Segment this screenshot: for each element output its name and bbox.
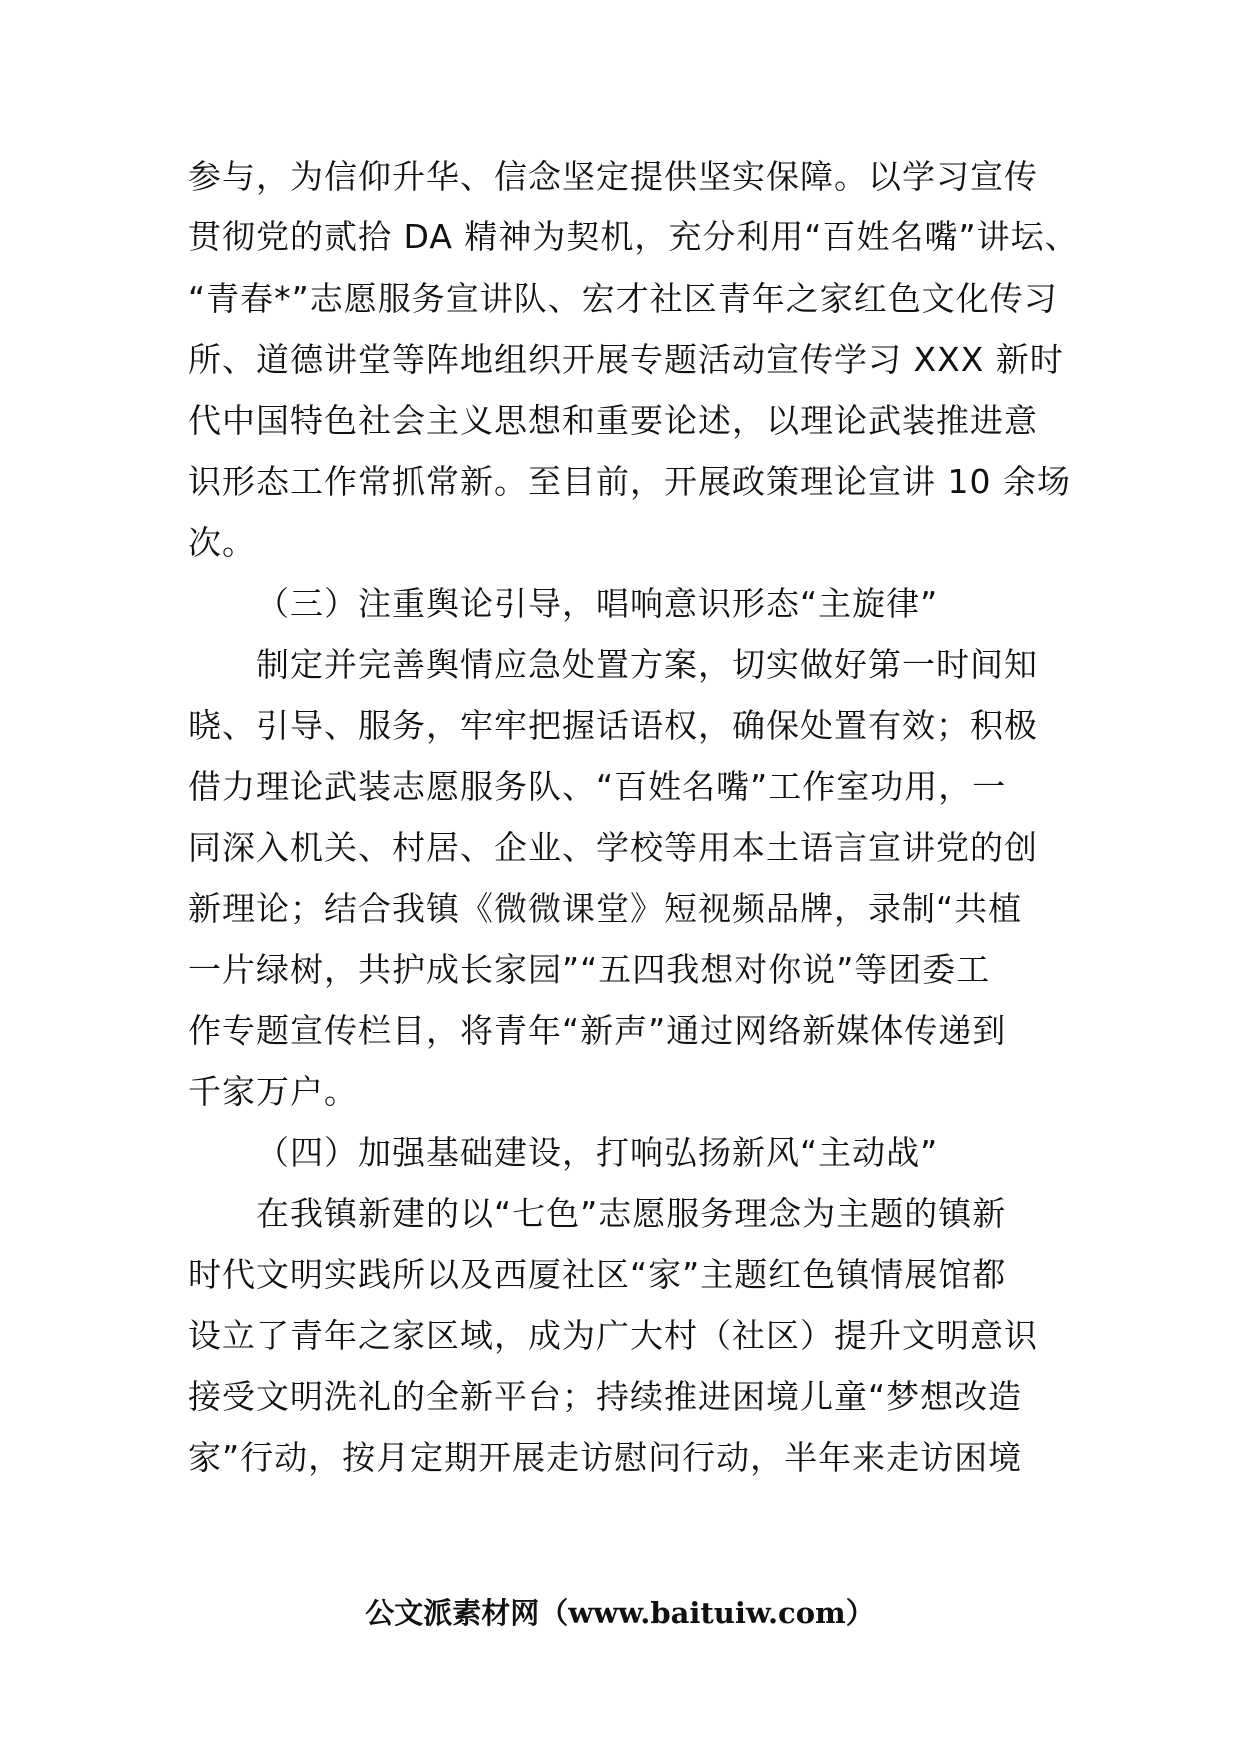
paragraph-1-line-2: 贯彻党的贰拾 DA 精神为契机，充分利用“百姓名嘴”讲坛、: [188, 217, 1079, 256]
paragraph-1-line-1: 参与，为信仰升华、信念坚定提供坚实保障。以学习宣传: [188, 157, 1038, 196]
paragraph-1-line-3: “青春*”志愿服务宣讲队、宏才社区青年之家红色文化传习: [188, 279, 1058, 318]
paragraph-2-line-8: 千家万户。: [188, 1072, 358, 1111]
section-heading-3: （三）注重舆论引导，唱响意识形态“主旋律”: [256, 584, 939, 623]
paragraph-3-line-3: 设立了青年之家区域，成为广大村（社区）提升文明意识: [188, 1316, 1038, 1355]
paragraph-2-line-6: 一片绿树，共护成长家园”“五四我想对你说”等团委工: [188, 950, 991, 989]
paragraph-3-line-5: 家”行动，按月定期开展走访慰问行动，半年来走访困境: [188, 1438, 1023, 1477]
paragraph-2-line-5: 新理论；结合我镇《微微课堂》短视频品牌，录制“共植: [188, 889, 1023, 928]
paragraph-3-line-2: 时代文明实践所以及西厦社区“家”主题红色镇情展馆都: [188, 1255, 1007, 1294]
section-heading-4: （四）加强基础建设，打响弘扬新风“主动战”: [256, 1133, 939, 1172]
paragraph-1-line-6: 识形态工作常抓常新。至目前，开展政策理论宣讲 10 余场: [188, 462, 1071, 501]
paragraph-1-line-4: 所、道德讲堂等阵地组织开展专题活动宣传学习 XXX 新时: [188, 340, 1064, 379]
paragraph-2-line-3: 借力理论武装志愿服务队、“百姓名嘴”工作室功用，一: [188, 767, 1007, 806]
paragraph-1-line-7: 次。: [188, 523, 256, 562]
paragraph-2-line-2: 晓、引导、服务，牢牢把握话语权，确保处置有效；积极: [188, 706, 1038, 745]
paragraph-1-line-5: 代中国特色社会主义思想和重要论述，以理论武装推进意: [188, 401, 1038, 440]
footer-watermark: 公文派素材网（www.baituiw.com）: [365, 1596, 875, 1630]
paragraph-3-line-4: 接受文明洗礼的全新平台；持续推进困境儿童“梦想改造: [188, 1377, 1023, 1416]
paragraph-2-line-1: 制定并完善舆情应急处置方案，切实做好第一时间知: [256, 645, 1038, 684]
paragraph-3-line-1: 在我镇新建的以“七色”志愿服务理念为主题的镇新: [256, 1194, 1007, 1233]
paragraph-2-line-7: 作专题宣传栏目，将青年“新声”通过网络新媒体传递到: [188, 1011, 1007, 1050]
paragraph-2-line-4: 同深入机关、村居、企业、学校等用本土语言宣讲党的创: [188, 828, 1038, 867]
